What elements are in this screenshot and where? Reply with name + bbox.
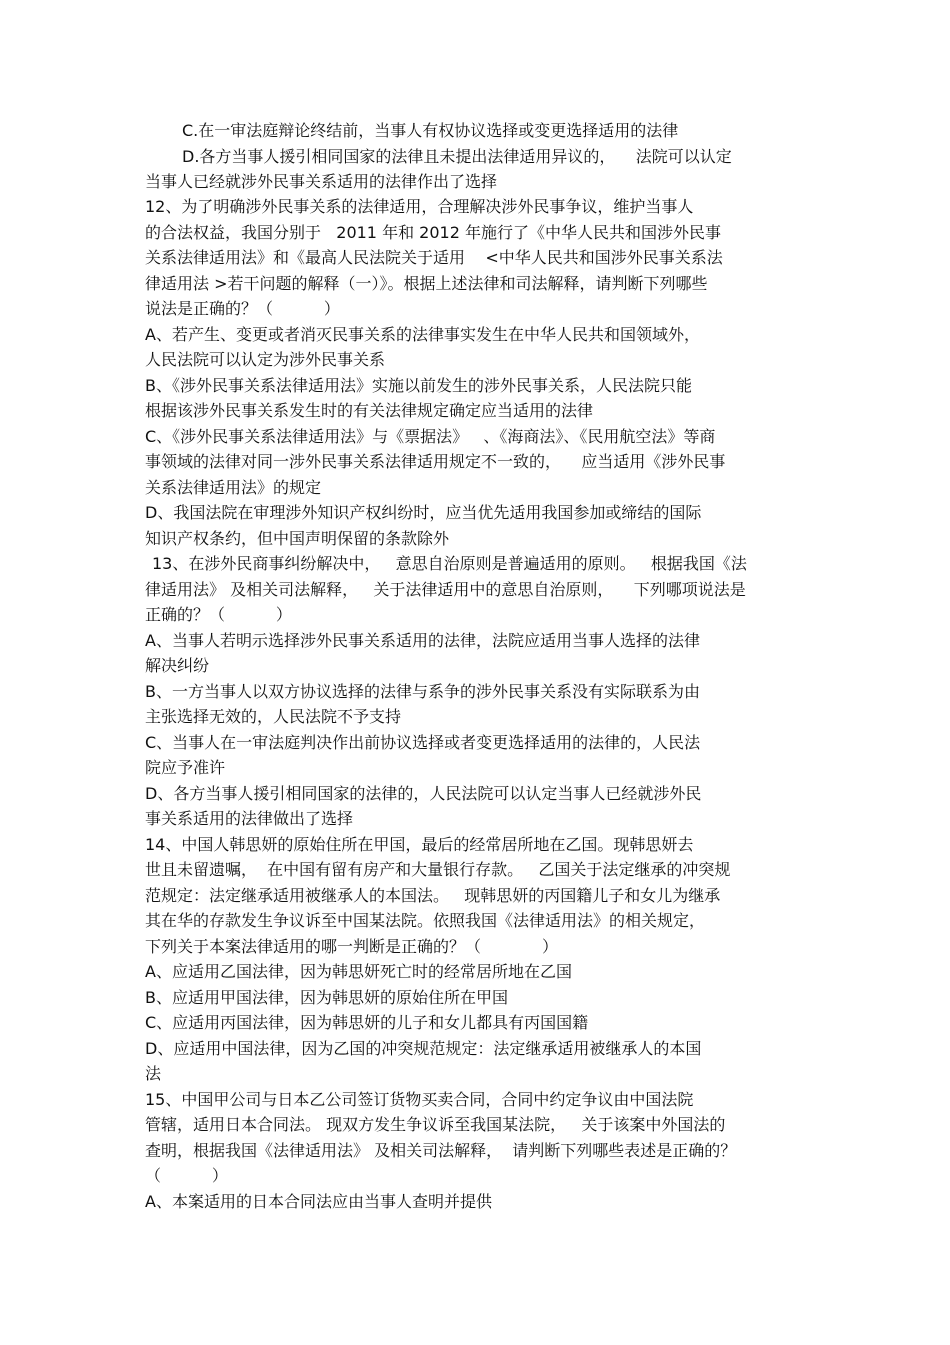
text-line: 事关系适用的法律做出了选择 (145, 809, 354, 828)
text-line: 其在华的存款发生争议诉至中国某法院。依照我国《法律适用法》的相关规定， (145, 911, 706, 930)
text-line: 世且未留遗嘱， 在中国有留有房产和大量银行存款。 乙国关于法定继承的冲突规 (145, 860, 731, 879)
text-line: 当事人已经就涉外民事关系适用的法律作出了选择 (145, 172, 498, 191)
text-line: D.各方当事人援引相同国家的法律且未提出法律适用异议的， 法院可以认定 (182, 147, 732, 166)
text-line: 13、在涉外民商事纠纷解决中， 意思自治原则是普遍适用的原则。 根据我国《法 (152, 554, 747, 573)
text-line: 主张选择无效的，人民法院不予支持 (145, 707, 402, 726)
text-line: 说法是正确的？（ ） (145, 299, 340, 318)
text-line: 根据该涉外民事关系发生时的有关法律规定确定应当适用的法律 (145, 401, 594, 420)
text-line: 知识产权条约，但中国声明保留的条款除外 (145, 529, 450, 548)
text-line: C、《涉外民事关系法律适用法》与《票据法》 、《海商法》、《民用航空法》等商 (145, 427, 716, 446)
text-line: 律适用法》 及相关司法解释， 关于法律适用中的意思自治原则， 下列哪项说法是 (145, 580, 746, 599)
text-line: B、《涉外民事关系法律适用法》实施以前发生的涉外民事关系，人民法院只能 (145, 376, 692, 395)
text-line: 律适用法 >若干问题的解释（一）》。根据上述法律和司法解释，请判断下列哪些 (145, 274, 708, 293)
text-line: A、若产生、变更或者消灭民事关系的法律事实发生在中华人民共和国领域外， (145, 325, 700, 344)
text-line: 范规定：法定继承适用被继承人的本国法。 现韩思妍的丙国籍儿子和女儿为继承 (145, 886, 721, 905)
text-line: 14、中国人韩思妍的原始住所在甲国，最后的经常居所地在乙国。现韩思妍去 (145, 835, 694, 854)
text-line: C、当事人在一审法庭判决作出前协议选择或者变更选择适用的法律的，人民法 (145, 733, 701, 752)
text-line: D、我国法院在审理涉外知识产权纠纷时，应当优先适用我国参加或缔结的国际 (145, 503, 702, 522)
text-line: 关系法律适用法》的规定 (145, 478, 322, 497)
text-line: A、当事人若明示选择涉外民事关系适用的法律，法院应适用当事人选择的法律 (145, 631, 700, 650)
text-line: D、各方当事人援引相同国家的法律的，人民法院可以认定当事人已经就涉外民 (145, 784, 702, 803)
text-line: 事领域的法律对同一涉外民事关系法律适用规定不一致的， 应当适用《涉外民事 (145, 452, 726, 471)
text-line: 下列关于本案法律适用的哪一判断是正确的？（ ） (145, 937, 559, 956)
text-line: 解决纠纷 (145, 656, 210, 675)
text-line: 15、中国甲公司与日本乙公司签订货物买卖合同，合同中约定争议由中国法院 (145, 1090, 694, 1109)
text-line: B、一方当事人以双方协议选择的法律与系争的涉外民事关系没有实际联系为由 (145, 682, 700, 701)
text-line: D、应适用中国法律，因为乙国的冲突规范规定：法定继承适用被继承人的本国 (145, 1039, 702, 1058)
text-line: 法 (145, 1064, 162, 1083)
text-line: 关系法律适用法》和《最高人民法院关于适用 <中华人民共和国涉外民事关系法 (145, 248, 723, 267)
text-line: 查明，根据我国《法律适用法》 及相关司法解释， 请判断下列哪些表述是正确的？ (145, 1141, 737, 1160)
text-line: A、本案适用的日本合同法应由当事人查明并提供 (145, 1192, 492, 1211)
text-line: C、应适用丙国法律，因为韩思妍的儿子和女儿都具有丙国国籍 (145, 1013, 589, 1032)
text-line: 正确的？（ ） (145, 605, 292, 624)
text-line: C.在一审法庭辩论终结前，当事人有权协议选择或变更选择适用的法律 (182, 121, 679, 140)
text-line: 12、为了明确涉外民事关系的法律适用，合理解决涉外民事争议，维护当事人 (145, 197, 694, 216)
text-line: 管辖，适用日本合同法。 现双方发生争议诉至我国某法院， 关于该案中外国法的 (145, 1115, 726, 1134)
text-line: （ ） (145, 1166, 228, 1185)
text-line: 人民法院可以认定为涉外民事关系 (145, 350, 386, 369)
text-line: 院应予准许 (145, 758, 226, 777)
text-line: B、应适用甲国法律，因为韩思妍的原始住所在甲国 (145, 988, 508, 1007)
text-line: 的合法权益，我国分别于 2011 年和 2012 年施行了《中华人民共和国涉外民事 (145, 223, 721, 242)
text-line: A、应适用乙国法律，因为韩思妍死亡时的经常居所地在乙国 (145, 962, 572, 981)
